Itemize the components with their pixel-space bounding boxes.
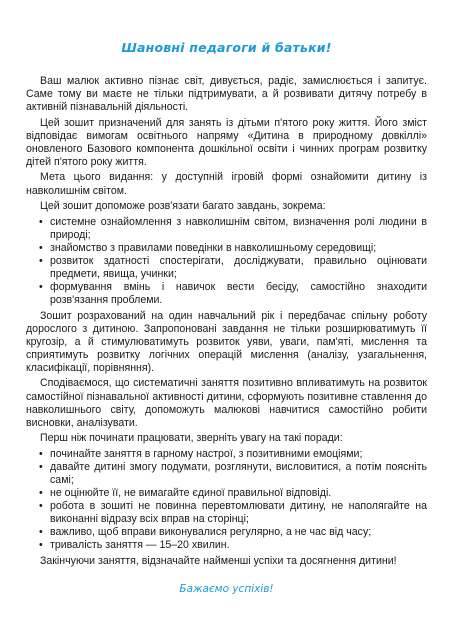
bullet-icon: •: [39, 447, 43, 460]
bullet-icon: •: [39, 486, 43, 499]
closing-wish: Бажаємо успіхів!: [179, 582, 274, 595]
list-item-text: розвиток здатності спостерігати, досліджувати, правильно оцінювати предмети, явища, учинки;: [50, 254, 427, 280]
bullet-icon: •: [39, 215, 43, 228]
list-item: [26, 281, 427, 307]
list-item: [26, 216, 427, 242]
list-item-text: починайте заняття в гарному настрої, з позитивними емоціями;: [50, 447, 363, 460]
bullet-icon: •: [39, 241, 43, 254]
list-item-text: не оцінюйте її, не вимагайте єдиної правильної відповіді.: [50, 486, 332, 499]
list-item: [26, 487, 427, 500]
list-item: [26, 539, 427, 552]
paragraph: Цей зошит призначений для занять із дітьми п'ятого року життя. Його зміст відповідає вимогам освітнього напряму «Дитина в природному довкіллі» оновленого Базового компонента дошкільної освіти і чинних програм розвитку дітей п'ятого року життя.: [26, 116, 427, 168]
document-body: [26, 75, 427, 568]
list-item: [26, 242, 427, 255]
bullet-icon: •: [39, 254, 43, 267]
paragraph: Закінчуючи заняття, відзначайте найменші успіхи та досягнення дитини!: [40, 554, 397, 567]
list-item: [26, 526, 427, 539]
bullet-icon: •: [39, 460, 43, 473]
bullet-icon: •: [39, 500, 43, 513]
list-item-text: знайомство з правилами поведінки в навколишньому середовищі;: [50, 241, 377, 254]
list-item-text: системне ознайомлення з навколишнім світом, визначення ролі людини в природі;: [50, 215, 427, 241]
list-item-text: формування вмінь і навичок вести бесіду, самостійно знаходити розв'язання проблеми.: [50, 280, 427, 307]
paragraph: Сподіваємося, що систематичні заняття позитивно впливатимуть на розвиток самостійної пізнавальної активності дитини, сформують позитивне ставлення до навколишнього світу, допоможуть малюкові навчитися самостійно робити висновки, аналізувати.: [26, 377, 427, 429]
list-item: [26, 448, 427, 461]
list-item-text: тривалість заняття — 15–20 хвилин.: [50, 539, 230, 552]
paragraph: Цей зошит допоможе розв'язати багато завдань, зокрема:: [40, 200, 326, 213]
paragraph: Мета цього видання: у доступній ігровій формі ознайомити дитину із навколишнім світом.: [26, 171, 427, 197]
tips-list: [26, 448, 427, 553]
paragraph: Зошит розрахований на один навчальний рік і передбачає спільну роботу дорослого з дитиною. Запропоновані завдання не тільки розширюватимуть її кругозір, а й стимулюватимуть розвиток уяви, уваги, пам'яті, мислення та сприятимуть розвитку логічних операцій мислення (аналізу, узагальнення, класифікації, порівняння).: [26, 309, 427, 374]
list-item: [26, 500, 427, 526]
list-item-text: давайте дитині змогу подумати, розглянути, висловитися, а потім поясніть самі;: [50, 460, 427, 486]
tasks-list: [26, 216, 427, 308]
page-title: Шановні педагоги й батьки!: [121, 40, 332, 55]
list-item-text: робота в зошиті не повинна перевтомлювати дитину, не наполягайте на виконанні відразу всіх вправ на сторінці;: [50, 500, 427, 526]
bullet-icon: •: [39, 280, 43, 293]
paragraph: Ваш малюк активно пізнає світ, дивується, радіє, замислюється і запитує. Саме тому ви маєте не тільки підтримувати, а й розвивати дитячу потребу в активній пізнавальній діяльності.: [26, 75, 427, 114]
list-item-text: важливо, щоб вправи виконувалися регулярно, а не час від часу;: [50, 526, 372, 539]
bullet-icon: •: [39, 526, 43, 539]
bullet-icon: •: [39, 539, 43, 552]
paragraph: Перш ніж починати працювати, зверніть увагу на такі поради:: [40, 432, 343, 445]
list-item: [26, 461, 427, 487]
list-item: [26, 255, 427, 281]
